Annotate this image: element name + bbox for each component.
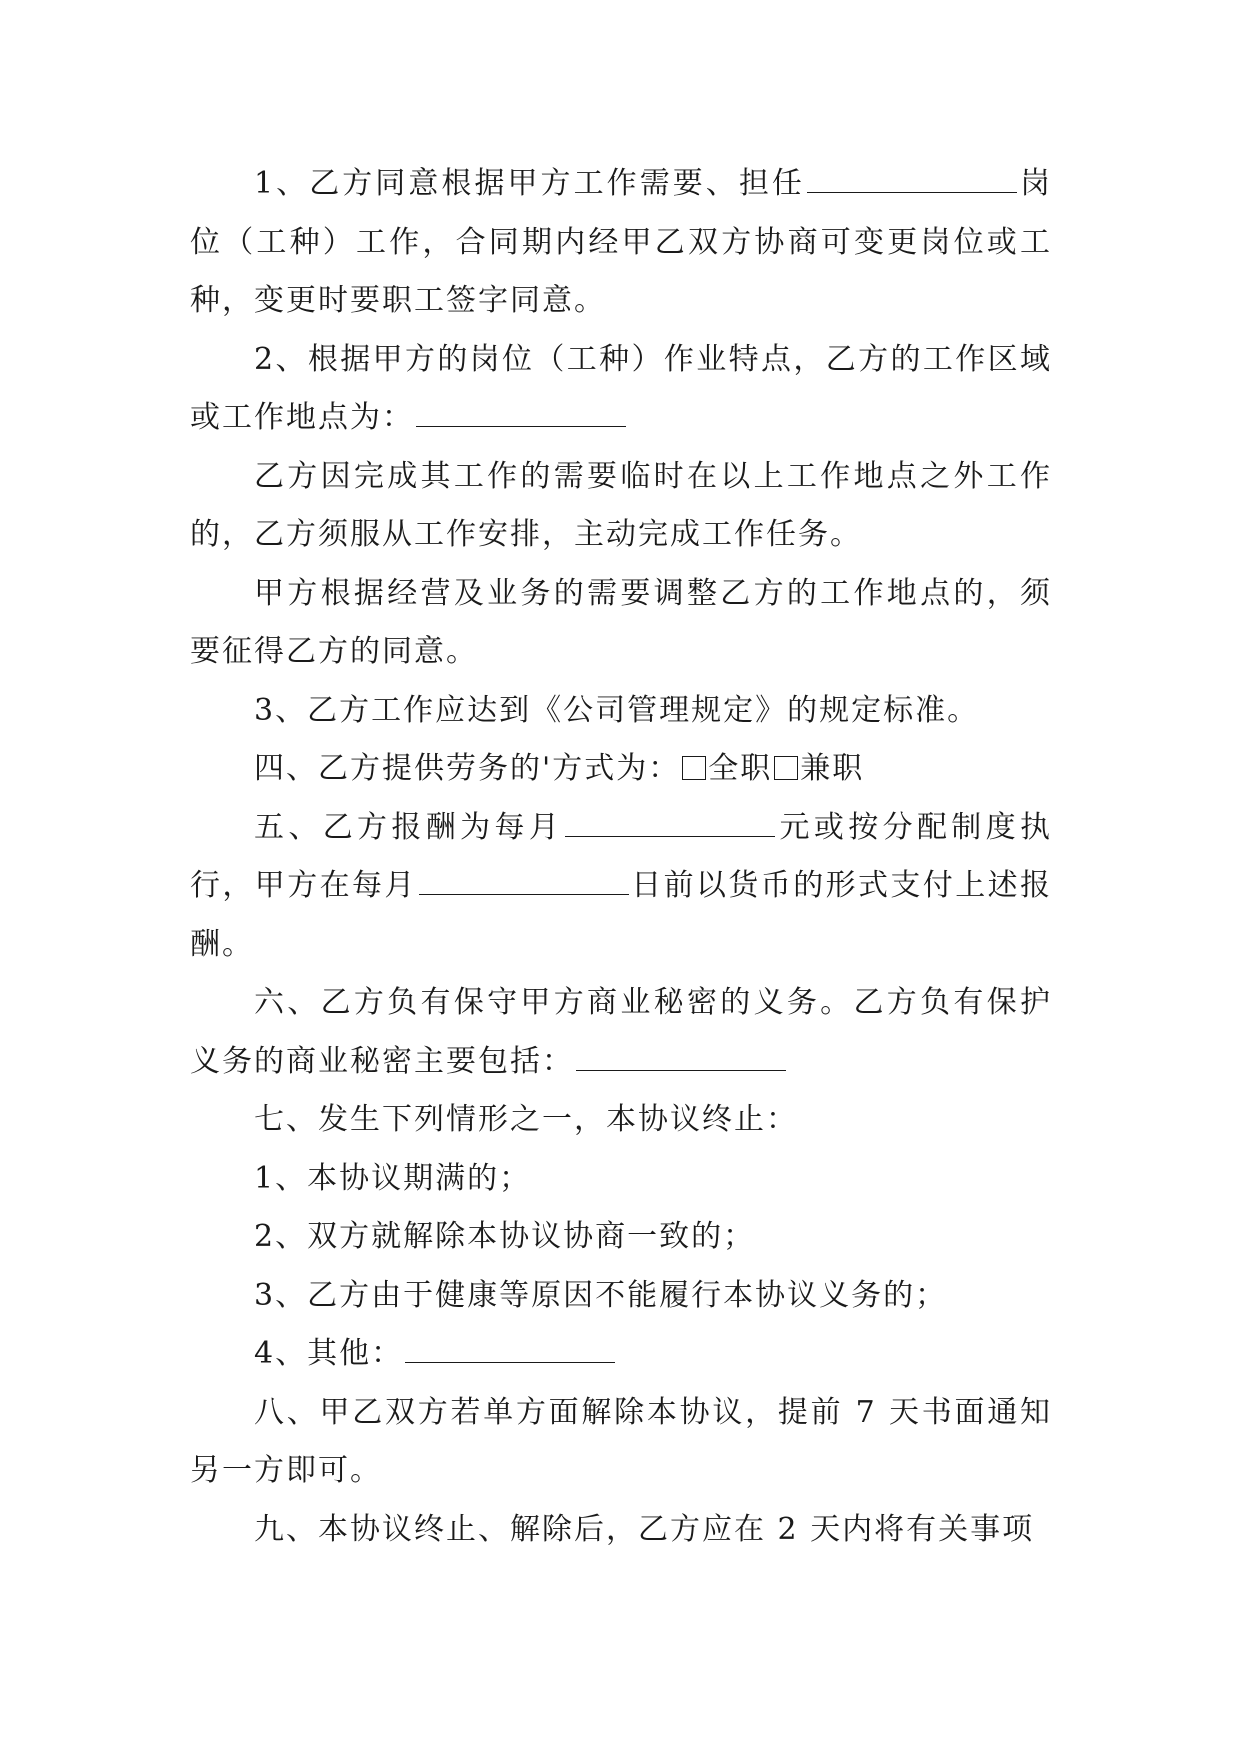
fill-blank-other bbox=[405, 1334, 615, 1363]
text-segment: 八、甲乙双方若单方面解除本协议，提前 7 天书面通知另一方即可。 bbox=[190, 1394, 1052, 1488]
paragraph-8 bbox=[190, 974, 1052, 1091]
text-segment: 3、乙方由于健康等原因不能履行本协议义务的； bbox=[254, 1277, 948, 1313]
option-label-parttime: 兼职 bbox=[800, 751, 865, 786]
paragraph-4 bbox=[190, 565, 1052, 682]
paragraph-6 bbox=[190, 740, 1052, 799]
text-segment: 日前以货币的形式支付上述报酬。 bbox=[190, 868, 1053, 962]
paragraph-7 bbox=[190, 799, 1052, 975]
text-segment: 2、根据甲方的岗位（工种）作业特点，乙方的工作区域或工作地点为： bbox=[190, 341, 1052, 435]
text-segment: 1、本协议期满的； bbox=[254, 1160, 532, 1196]
fill-blank-pay-day bbox=[419, 866, 629, 895]
text-segment: 2、双方就解除本协议协商一致的； bbox=[254, 1219, 756, 1254]
paragraph-2 bbox=[190, 331, 1052, 448]
option-label-fulltime: 全职 bbox=[708, 751, 773, 786]
paragraph-9 bbox=[190, 1091, 1052, 1150]
fill-blank-work-location bbox=[416, 398, 626, 427]
paragraph-1 bbox=[190, 155, 1052, 331]
fill-blank-position bbox=[807, 164, 1017, 193]
text-segment: 六、乙方负有保守甲方商业秘密的义务。乙方负有保护义务的商业秘密主要包括： bbox=[190, 985, 1052, 1079]
text-segment: 岗位（工种）工作，合同期内经甲乙双方协商可变更岗位或工种，变更时要职工签字同意。 bbox=[190, 166, 1053, 318]
paragraph-11 bbox=[190, 1208, 1052, 1267]
text-segment: 九、本协议终止、解除后，乙方应在 2 天内将有关事项 bbox=[254, 1511, 1035, 1547]
paragraph-13 bbox=[190, 1325, 1052, 1384]
checkbox-parttime[interactable] bbox=[774, 756, 798, 780]
fill-blank-monthly-pay bbox=[565, 808, 775, 837]
fill-blank-secrets bbox=[576, 1042, 786, 1071]
paragraph-15 bbox=[190, 1501, 1052, 1560]
document-body bbox=[190, 155, 1052, 1559]
paragraph-3 bbox=[190, 448, 1052, 565]
text-segment: 七、发生下列情形之一，本协议终止： bbox=[254, 1102, 798, 1137]
paragraph-12 bbox=[190, 1267, 1052, 1326]
text-segment: 五、乙方报酬为每月 bbox=[254, 809, 564, 845]
checkbox-fulltime[interactable] bbox=[682, 756, 706, 780]
text-segment: 四、乙方提供劳务的'方式为： bbox=[254, 751, 681, 786]
text-segment: 乙方因完成其工作的需要临时在以上工作地点之外工作的，乙方须服从工作安排，主动完成工作任务。 bbox=[190, 458, 1052, 552]
text-segment: 3、乙方工作应达到《公司管理规定》的规定标准。 bbox=[254, 692, 980, 728]
text-segment: 甲方根据经营及业务的需要调整乙方的工作地点的，须要征得乙方的同意。 bbox=[190, 575, 1052, 669]
text-segment: 4、其他： bbox=[254, 1336, 404, 1371]
text-segment: 元或按分配制度执行，甲方在每月 bbox=[190, 809, 1053, 903]
paragraph-10 bbox=[190, 1150, 1052, 1209]
paragraph-14 bbox=[190, 1384, 1052, 1501]
paragraph-5 bbox=[190, 682, 1052, 741]
text-segment: 1、乙方同意根据甲方工作需要、担任 bbox=[254, 166, 805, 201]
